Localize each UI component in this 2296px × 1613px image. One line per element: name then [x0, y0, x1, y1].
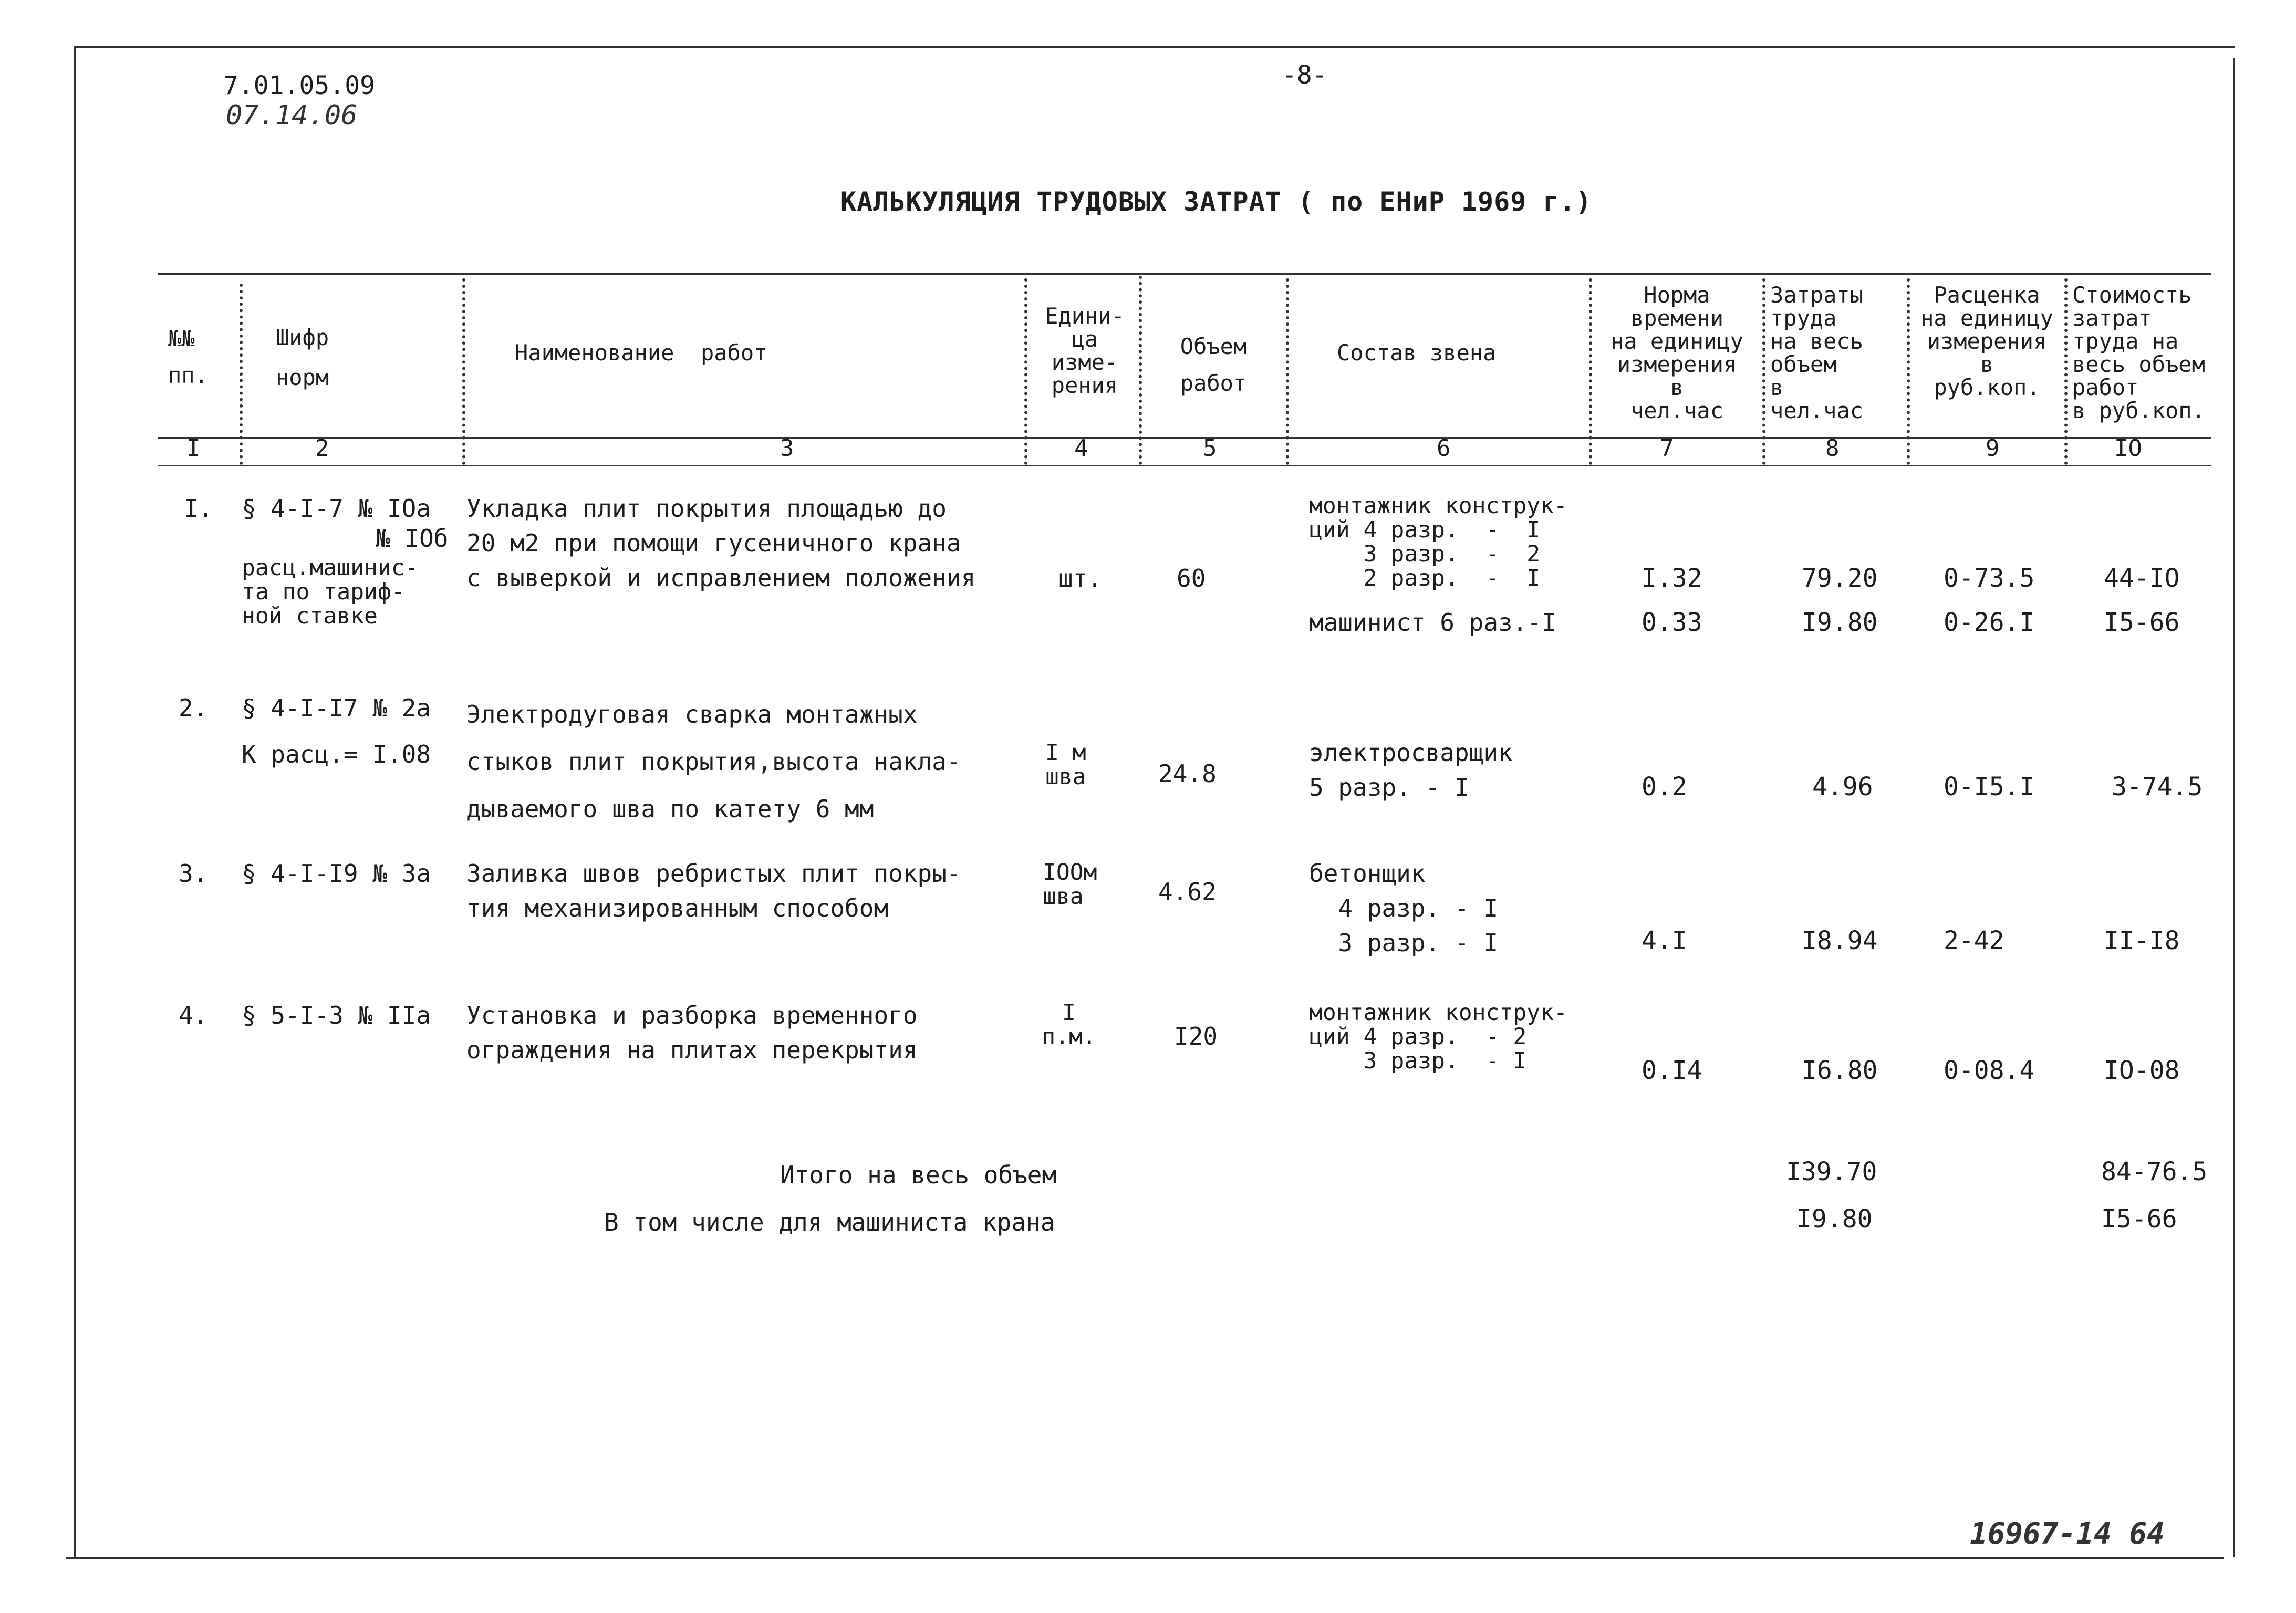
total-cost: 3-74.5 — [2112, 772, 2203, 802]
row-number: I. — [184, 494, 213, 523]
norm-code: § 4-I-I9 № 3a — [242, 859, 431, 888]
column-separator — [240, 284, 243, 465]
total-cost: 44-IO — [2104, 564, 2180, 593]
volume: 24.8 — [1158, 759, 1217, 788]
column-separator — [1139, 276, 1142, 465]
total-labor: I39.70 — [1786, 1157, 1877, 1187]
labor-total: I8.94 — [1802, 926, 1878, 955]
header-row-number: №№ пп. — [168, 326, 208, 388]
page-frame-bottom — [66, 1557, 2224, 1559]
footer-reference: 16967-14 64 — [1970, 1517, 2165, 1551]
crane-operator-cost: I5-66 — [2101, 1204, 2177, 1234]
page-frame-left — [74, 46, 76, 1559]
work-name: Заливка швов ребристых плит покры- тия механизированным способом — [466, 859, 961, 922]
crew-extra: машинист 6 раз.-I — [1309, 608, 1556, 637]
unit: IOOм шва — [1043, 859, 1097, 910]
labor-total: I6.80 — [1802, 1056, 1878, 1085]
header-work-name: Наименование работ — [515, 340, 767, 366]
column-number: 6 — [1437, 435, 1451, 462]
crew: бетонщик 4 разр. - I 3 разр. - I — [1309, 859, 1499, 957]
time-norm: 0.I4 — [1642, 1056, 1702, 1085]
total-cost: I5-66 — [2104, 608, 2180, 637]
volume: I20 — [1174, 1022, 1218, 1050]
column-separator — [2064, 278, 2068, 465]
document-title: КАЛЬКУЛЯЦИЯ ТРУДОВЫХ ЗАТРАТ ( по ЕНиР 1969 г.) — [840, 186, 1592, 217]
header-bottom-rule — [158, 437, 2211, 439]
time-norm: 4.I — [1642, 926, 1687, 955]
column-number: 9 — [1986, 435, 2000, 462]
header-total-cost: Стоимость затрат труда на весь объем работ в руб.коп. — [2072, 282, 2205, 423]
column-numbers-rule — [158, 465, 2211, 466]
column-separator — [1762, 278, 1765, 465]
column-number: 4 — [1074, 435, 1088, 462]
rate: 0-08.4 — [1944, 1056, 2035, 1085]
rate: 0-I5.I — [1944, 772, 2035, 802]
time-norm: 0.2 — [1642, 772, 1687, 802]
time-norm: 0.33 — [1642, 608, 1702, 637]
header-norm-code: Шифр норм — [276, 325, 329, 390]
crane-operator-labor: I9.80 — [1796, 1204, 1873, 1234]
column-number: 5 — [1203, 435, 1217, 462]
rate: 0-26.I — [1944, 608, 2035, 637]
labor-total: 79.20 — [1802, 564, 1878, 593]
total-cost: II-I8 — [2104, 926, 2180, 955]
norm-code-sub: № IOб — [376, 524, 449, 553]
header-time-norm: Норма времени на единицу измерения в чел.час — [1611, 282, 1743, 423]
unit: I п.м. — [1042, 1000, 1096, 1050]
unit: I м шва — [1045, 740, 1086, 790]
rate: 0-73.5 — [1944, 564, 2035, 593]
norm-code-note: К расц.= I.08 — [242, 740, 431, 768]
column-number: I — [186, 435, 201, 462]
document-code: 7.01.05.09 — [223, 71, 375, 100]
total-cost: 84-76.5 — [2101, 1157, 2208, 1187]
crew: монтажник конструк- ций 4 разр. - I 3 разр. - 2 2 разр. - I — [1309, 493, 1567, 591]
norm-code-note: расц.машинис- та по тариф- ной ставке — [242, 555, 419, 629]
crane-operator-label: В том числе для машиниста крана — [604, 1208, 1055, 1236]
norm-code: § 5-I-3 № IIa — [242, 1001, 431, 1029]
table-top-rule — [158, 273, 2211, 275]
unit: шт. — [1058, 564, 1103, 592]
volume: 4.62 — [1158, 878, 1217, 906]
labor-total: I9.80 — [1802, 608, 1878, 637]
rate: 2-42 — [1944, 926, 2004, 955]
crew: монтажник конструк- ций 4 разр. - 2 3 разр. - I — [1309, 1000, 1567, 1074]
labor-total: 4.96 — [1812, 772, 1873, 802]
volume: 60 — [1177, 564, 1206, 592]
header-unit: Едини- ца изме- рения — [1045, 303, 1125, 398]
time-norm: I.32 — [1642, 564, 1702, 593]
total-cost: IO-08 — [2104, 1056, 2180, 1085]
total-label: Итого на весь объем — [780, 1161, 1057, 1189]
work-name: Укладка плит покрытия площадью до 20 м2 при помощи гусеничного крана с выверкой и исправлением положения — [466, 494, 976, 592]
column-number: 7 — [1660, 435, 1674, 462]
column-separator — [1024, 278, 1027, 465]
column-separator — [1286, 278, 1289, 465]
row-number: 4. — [179, 1001, 208, 1029]
norm-code: § 4-I-7 № IOa — [242, 494, 431, 523]
column-number: IO — [2114, 435, 2142, 462]
page-frame-top — [74, 46, 2235, 48]
row-number: 3. — [179, 859, 208, 888]
page-frame-right — [2233, 58, 2235, 1557]
column-separator — [462, 278, 465, 465]
row-number: 2. — [179, 694, 208, 722]
work-name: Электродуговая сварка монтажных стыков плит покрытия,высота накла- дываемого шва по катету 6 мм — [466, 700, 961, 823]
header-crew: Состав звена — [1337, 340, 1497, 366]
header-volume: Объем работ — [1180, 334, 1247, 396]
header-labor-total: Затраты труда на весь объем в чел.час — [1770, 282, 1864, 423]
column-number: 3 — [780, 435, 794, 462]
handwritten-date: 07.14.06 — [226, 100, 358, 131]
work-name: Установка и разборка временного ограждения на плитах перекрытия — [466, 1001, 918, 1064]
crew: электросварщик 5 разр. - I — [1309, 738, 1513, 802]
column-number: 8 — [1825, 435, 1840, 462]
header-rate: Расценка на единицу измерения в руб.коп. — [1920, 282, 2053, 400]
column-number: 2 — [315, 435, 329, 462]
norm-code: § 4-I-I7 № 2a — [242, 694, 431, 722]
page-marker: -8- — [1282, 60, 1327, 90]
